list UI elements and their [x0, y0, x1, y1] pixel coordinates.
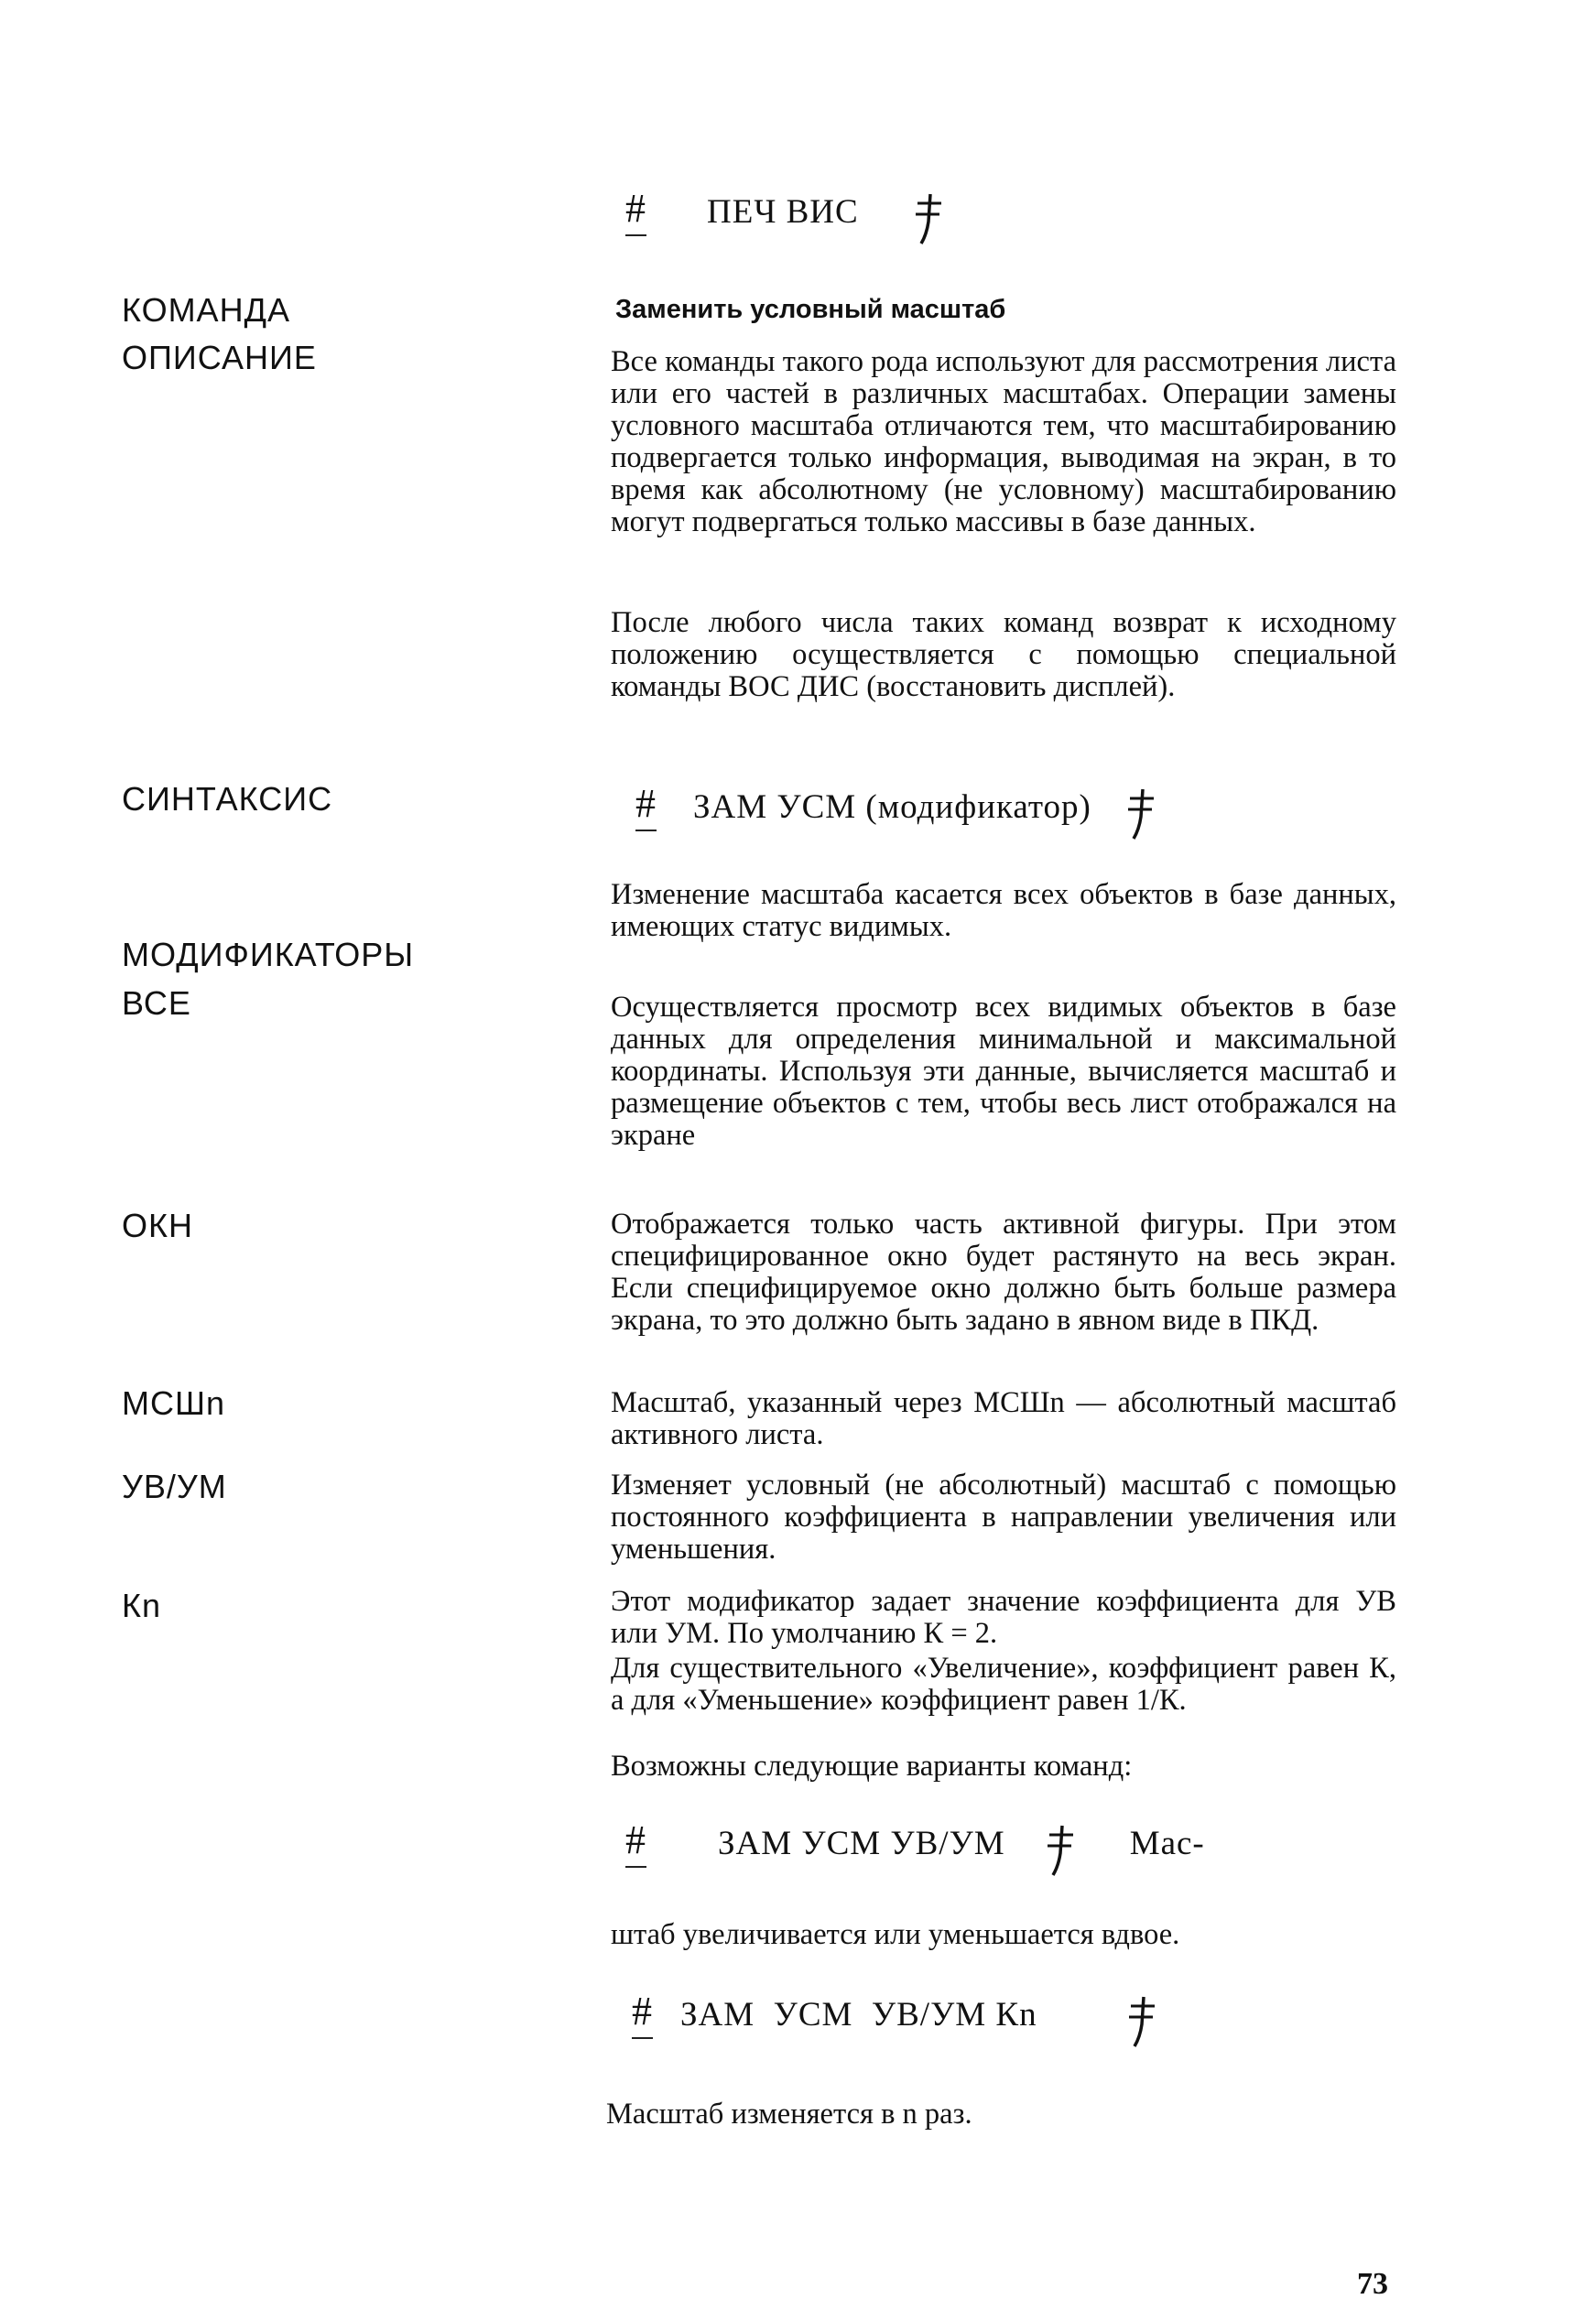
- command-title: Заменить условный масштаб: [615, 295, 1006, 324]
- label-modifier-scale: МСШn: [122, 1384, 226, 1422]
- description-paragraph-1: Все команды такого рода используют для рассмотрения листа или его частей в различных масштабах. Операции замены условного масштаба отличаются тем, что масштабированию подвергается только информация, выводимая на экран, в то время как абсолютному (не условному) масштабированию могут подвергаться только массивы в базе данных.: [611, 345, 1396, 538]
- terminator-icon: [1044, 1820, 1077, 1877]
- example-1-trailing-text: Мас-: [1129, 1825, 1205, 1862]
- label-syntax: СИНТАКСИС: [122, 780, 333, 818]
- example-2-command-text: ЗАМ УСМ УВ/УМ Кn: [680, 1996, 1037, 2034]
- label-modifier-all: ВСЕ: [122, 984, 191, 1022]
- label-modifiers: МОДИФИКАТОРЫ: [122, 936, 415, 973]
- example-1-command-line: [625, 1817, 1205, 1877]
- header-command-text: ПЕЧ ВИС: [707, 193, 859, 231]
- syntax-command-line: [635, 781, 1157, 841]
- example-1-command-text: ЗАМ УСМ УВ/УМ: [718, 1825, 1005, 1862]
- modifier-window-description: Отображается только часть активной фигуры. При этом специфицированное окно будет растянуто на весь экран. Если специфицируемое окно должно быть больше размера экрана, то это должно быть задано в явном виде в ПКД.: [611, 1208, 1396, 1337]
- hash-symbol: #: [632, 1991, 653, 2039]
- label-modifier-window: ОКН: [122, 1207, 193, 1244]
- example-1-continuation: штаб увеличивается или уменьшается вдвое.: [611, 1918, 1180, 1951]
- hash-symbol: #: [625, 189, 646, 236]
- modifier-coef-paragraph-2: Для существительного «Увеличение», коэффициент равен К, а для «Уменьшение» коэффициент равен 1/К.: [611, 1652, 1396, 1717]
- syntax-note: Изменение масштаба касается всех объектов в базе данных, имеющих статус видимых.: [611, 878, 1396, 943]
- label-description: ОПИСАНИЕ: [122, 339, 317, 376]
- example-2-command-line: [632, 1991, 1158, 2048]
- terminator-icon: [1124, 784, 1157, 841]
- label-modifier-zoom: УВ/УМ: [122, 1468, 227, 1505]
- example-2-result: Масштаб изменяется в n раз.: [606, 2098, 972, 2131]
- description-paragraph-2: После любого числа таких команд возврат к исходному положению осуществляется с помощью специальной команды ВОС ДИС (восстановить дисплей).: [611, 606, 1396, 703]
- modifier-coef-paragraph-3: Возможны следующие варианты команд:: [611, 1750, 1133, 1783]
- modifier-coef-paragraph-1: Этот модификатор задает значение коэффициента для УВ или УМ. По умолчанию К = 2.: [611, 1585, 1396, 1650]
- modifier-scale-description: Масштаб, указанный через МСШn — абсолютный масштаб активного листа.: [611, 1386, 1396, 1451]
- terminator-icon: [912, 189, 945, 245]
- label-modifier-coef: Кn: [122, 1587, 161, 1624]
- syntax-command-text: ЗАМ УСМ (модификатор): [693, 788, 1091, 826]
- hash-symbol: #: [625, 1820, 646, 1868]
- modifier-all-description: Осуществляется просмотр всех видимых объектов в базе данных для определения минимальной и максимальной координаты. Используя эти данные, вычисляется масштаб и размещение объектов с тем, чтобы весь лист отображался на экране: [611, 991, 1396, 1152]
- hash-symbol: #: [635, 784, 657, 831]
- label-command: КОМАНДА: [122, 291, 290, 329]
- modifier-zoom-description: Изменяет условный (не абсолютный) масштаб с помощью постоянного коэффициента в направлении увеличения или уменьшения.: [611, 1469, 1396, 1566]
- page-number: 73: [1357, 2267, 1388, 2301]
- terminator-icon: [1125, 1991, 1158, 2048]
- header-command-line: [625, 186, 945, 245]
